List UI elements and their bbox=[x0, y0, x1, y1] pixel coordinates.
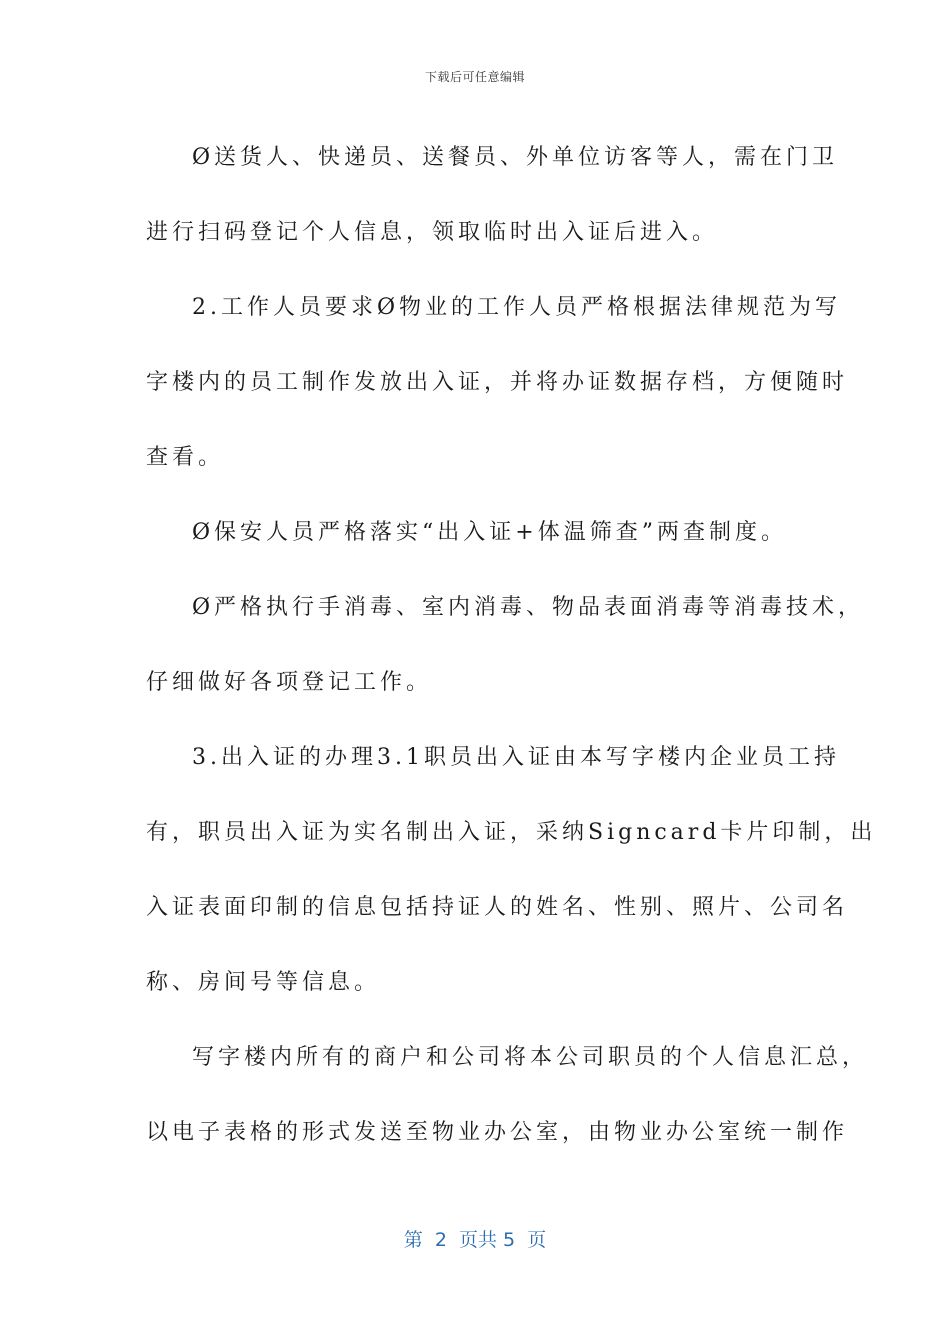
text-line: 查看。 bbox=[146, 445, 225, 470]
text-line: 有，职员出入证为实名制出入证，采纳Signcard卡片印制，出 bbox=[146, 820, 877, 845]
text-line: 字楼内的员工制作发放出入证，并将办证数据存档，方便随时 bbox=[146, 370, 849, 395]
text-line: Ø送货人、快递员、送餐员、外单位访客等人，需在门卫 bbox=[192, 145, 839, 170]
text-line: Ø严格执行手消毒、室内消毒、物品表面消毒等消毒技术， bbox=[192, 595, 865, 620]
text-line: 以电子表格的形式发送至物业办公室，由物业办公室统一制作 bbox=[146, 1120, 849, 1145]
text-line: 称、房间号等信息。 bbox=[146, 970, 381, 995]
header-note: 下载后可任意编辑 bbox=[424, 70, 525, 84]
text-line: 入证表面印制的信息包括持证人的姓名、性别、照片、公司名 bbox=[146, 895, 849, 920]
text-line: 进行扫码登记个人信息，领取临时出入证后进入。 bbox=[146, 220, 719, 245]
text-line: Ø保安人员严格落实“出入证+体温筛查”两查制度。 bbox=[192, 520, 787, 545]
text-line: 写字楼内所有的商户和公司将本公司职员的个人信息汇总， bbox=[192, 1045, 869, 1070]
document-body bbox=[146, 120, 877, 1170]
text-line: 2.工作人员要求Ø物业的工作人员严格根据法律规范为写 bbox=[192, 295, 842, 320]
page-number-footer: 第 2 页共 5 页 bbox=[403, 1229, 547, 1251]
text-line: 3.出入证的办理3.1职员出入证由本写字楼内企业员工持 bbox=[192, 745, 840, 770]
text-line: 仔细做好各项登记工作。 bbox=[146, 670, 433, 695]
